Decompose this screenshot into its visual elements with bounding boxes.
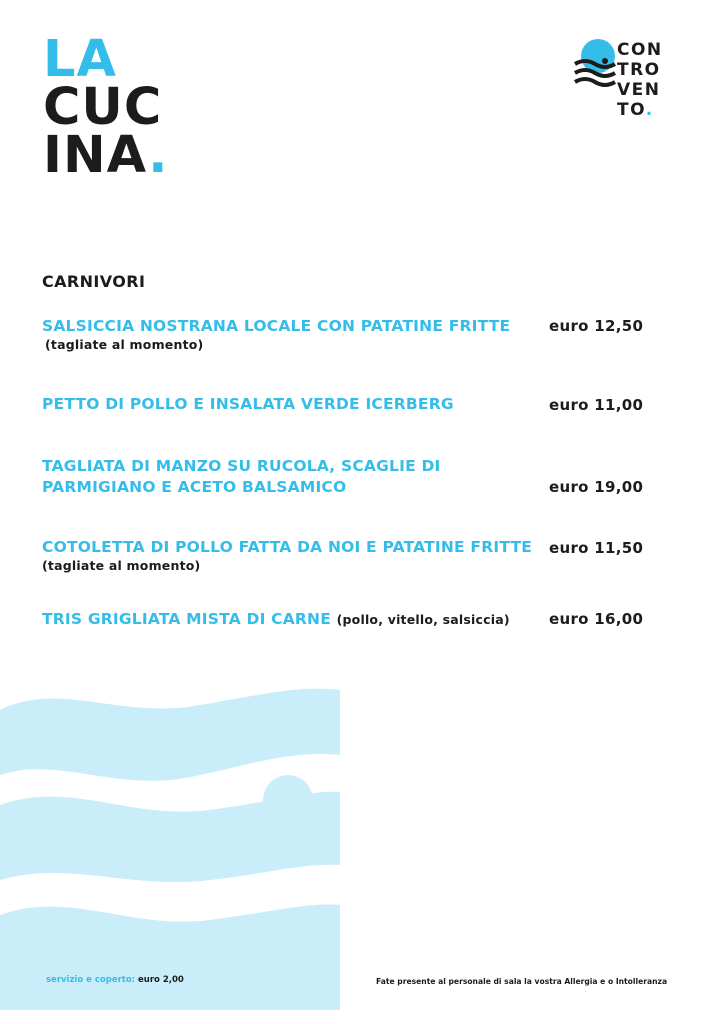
wave-band-1 <box>0 689 340 781</box>
logo-line-4 <box>617 100 663 120</box>
title-line-3-text: INA <box>43 126 149 185</box>
logo-text <box>617 40 663 120</box>
item-name: SALSICCIA NOSTRANA LOCALE CON PATATINE FRITTE <box>42 317 511 335</box>
item-note: (tagliate al momento) <box>45 337 204 352</box>
logo-line-4-text: TO <box>617 100 646 120</box>
item-price: euro 11,50 <box>549 539 644 557</box>
decorative-waves <box>0 680 340 1010</box>
logo-line-2: TRO <box>617 60 661 80</box>
item-name: TAGLIATA DI MANZO SU RUCOLA, SCAGLIE DI PARMIGIANO E ACETO BALSAMICO <box>42 457 441 496</box>
item-price: euro 11,00 <box>549 396 644 414</box>
title-line-2: CUC <box>43 78 163 137</box>
allergy-notice: Fate presente al personale di sala la vostra Allergia e o Intolleranza <box>376 977 668 986</box>
item-price: euro 16,00 <box>549 610 644 628</box>
item-name: COTOLETTA DI POLLO FATTA DA NOI E PATATINE FRITTE <box>42 538 533 556</box>
item-name-row <box>42 609 602 630</box>
controvento-logo <box>573 38 683 128</box>
item-name: PETTO DI POLLO E INSALATA VERDE ICERBERG <box>42 395 454 413</box>
title-dot: . <box>148 126 169 185</box>
item-inline-note: (pollo, vitello, salsiccia) <box>336 612 510 627</box>
wave-band-3 <box>0 904 340 1010</box>
logo-line-3: VEN <box>617 80 661 100</box>
item-price: euro 12,50 <box>549 317 644 335</box>
item-note: (tagliate al momento) <box>42 558 201 573</box>
item-name: TRIS GRIGLIATA MISTA DI CARNE <box>42 610 331 628</box>
logo-dot: . <box>645 100 654 120</box>
logo-line-1: CON <box>617 40 663 60</box>
service-label: servizio e coperto: <box>46 975 136 985</box>
service-charge <box>46 975 184 985</box>
title-line-3 <box>43 126 169 185</box>
restaurant-title <box>43 30 169 185</box>
service-value: euro 2,00 <box>138 975 184 985</box>
section-title: CARNIVORI <box>42 272 146 291</box>
wave-eye <box>263 775 313 825</box>
item-price: euro 19,00 <box>549 478 644 496</box>
title-line-1: LA <box>43 30 117 89</box>
